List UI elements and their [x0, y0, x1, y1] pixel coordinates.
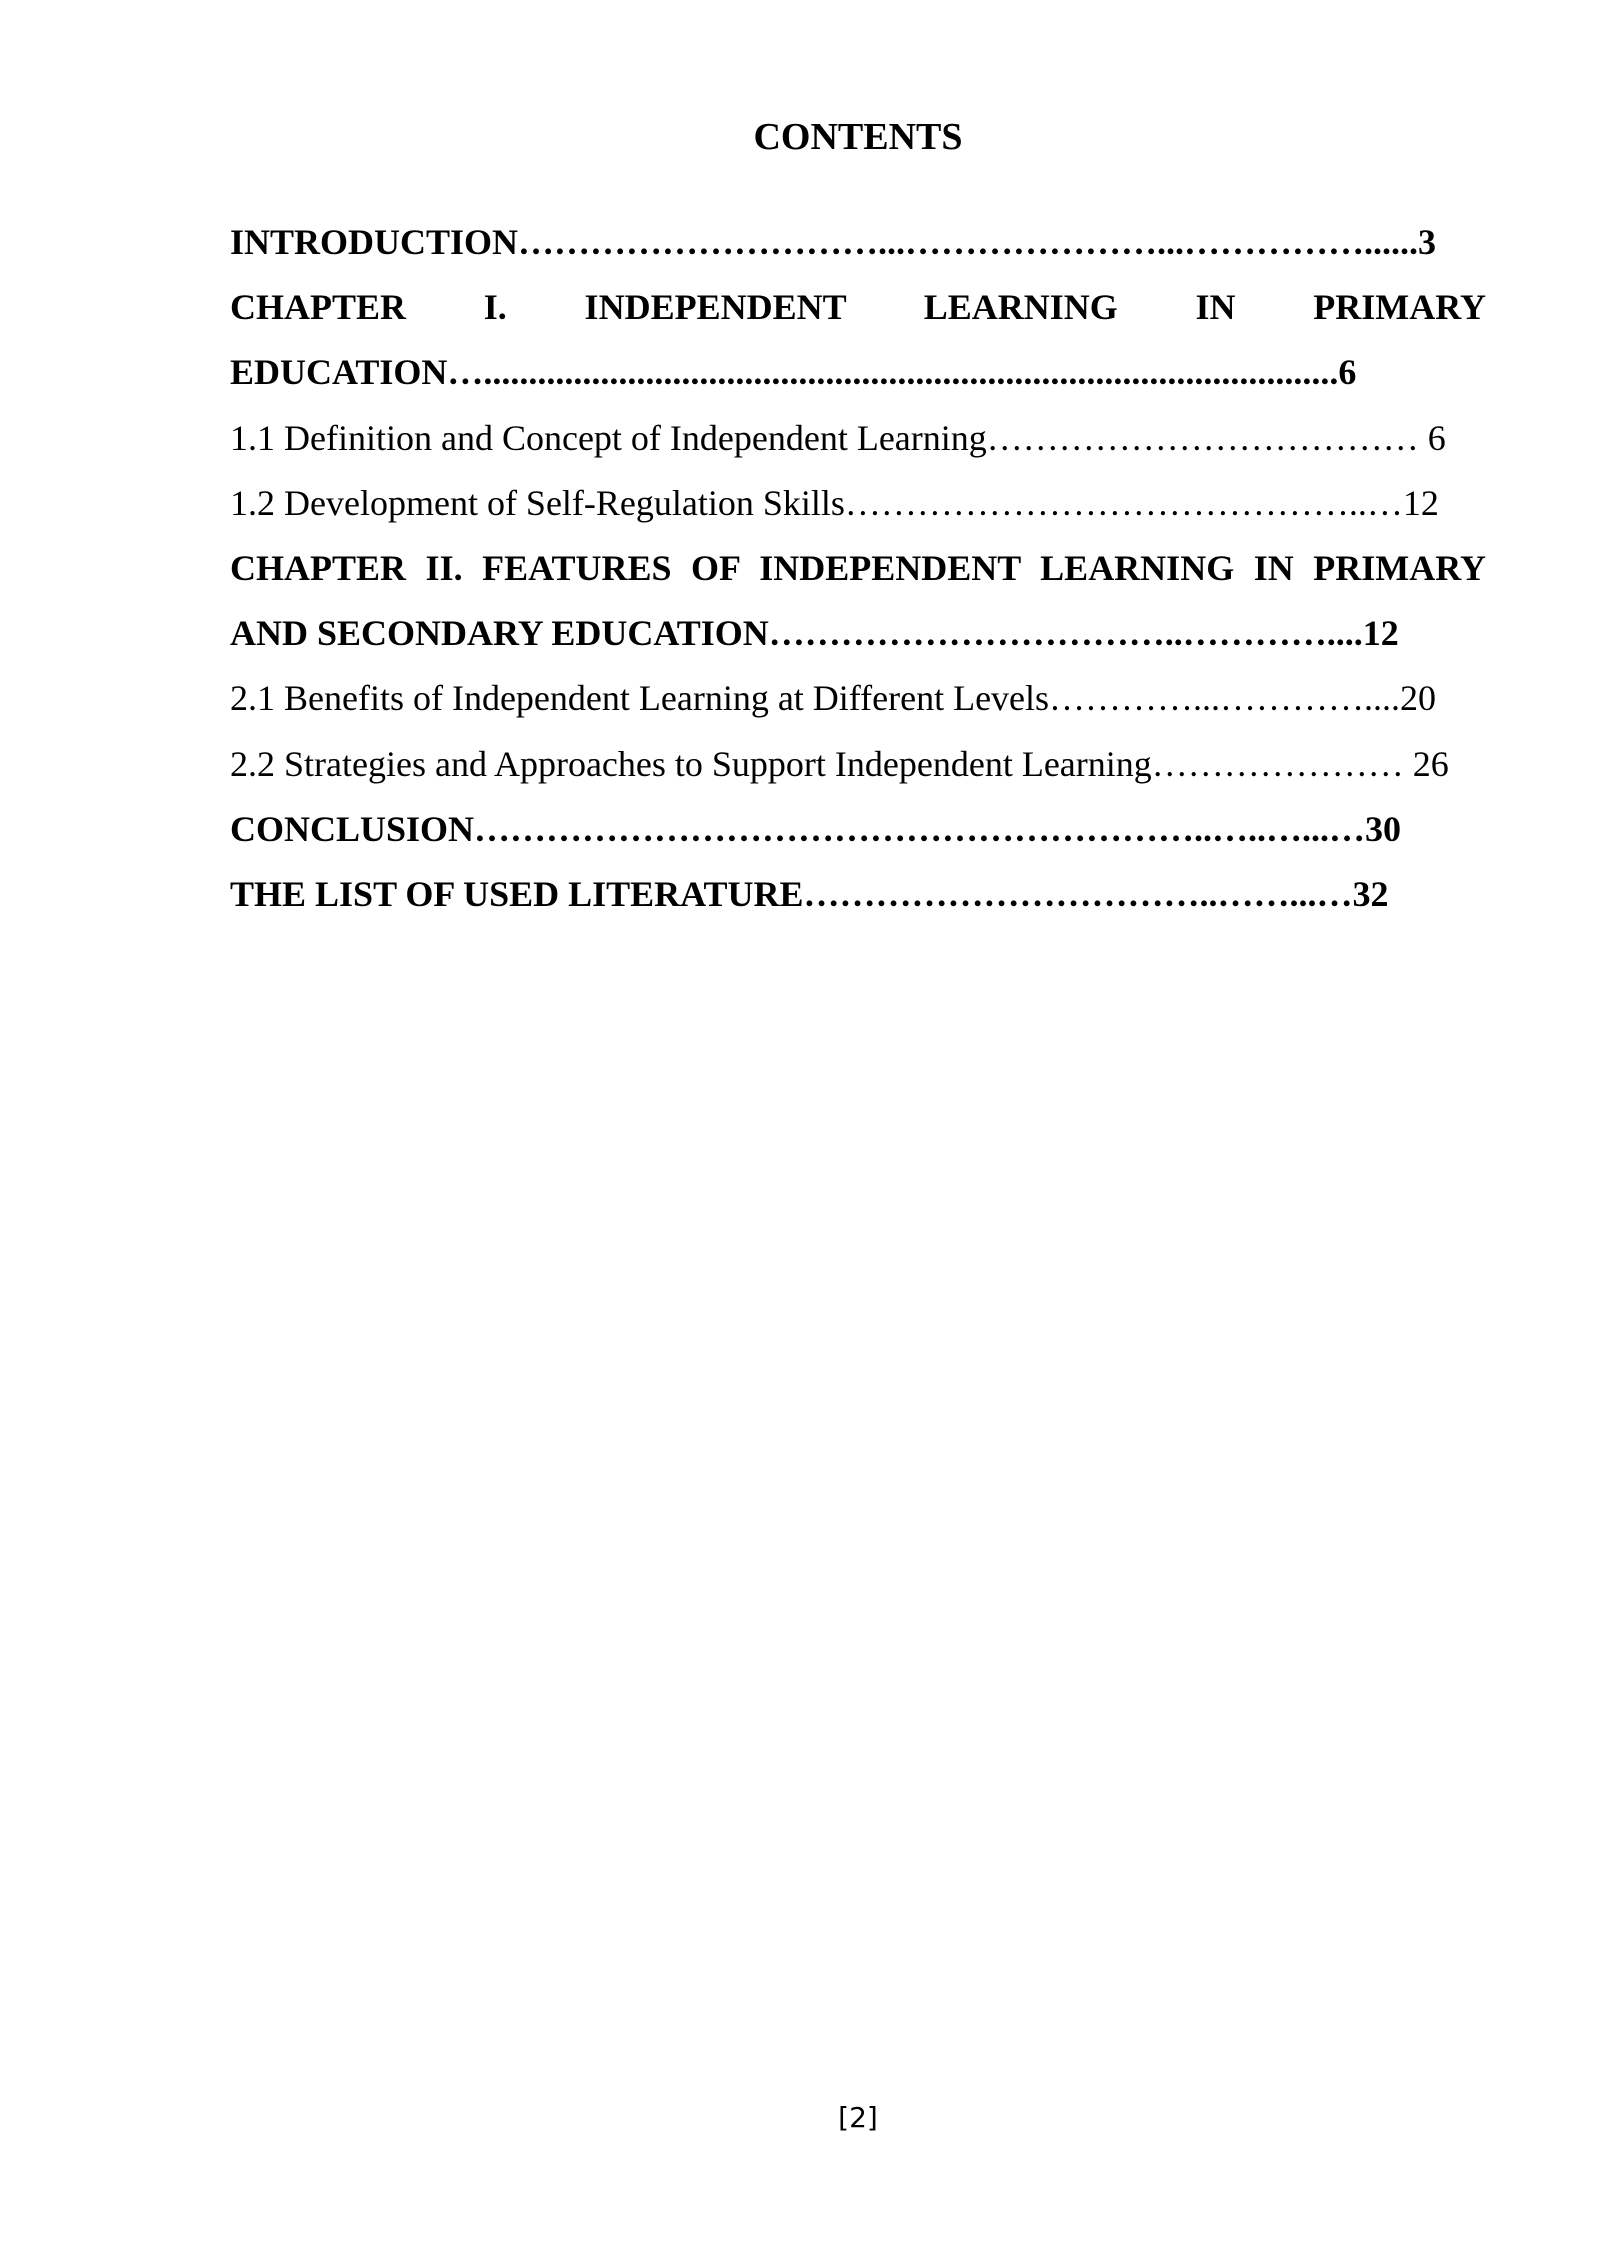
toc-entry-conclusion: CONCLUSION……………………………………………………..…..…...…30: [230, 808, 1402, 849]
page-title: CONTENTS: [753, 116, 963, 158]
table-of-contents: [230, 210, 1486, 927]
toc-entry-section-2-1: 2.1 Benefits of Independent Learning at Different Levels…………...…………....20: [230, 678, 1437, 719]
toc-entry-section-1-2: 1.2 Development of Self-Regulation Skills……………………………………..…12: [230, 482, 1439, 523]
toc-entry-section-2-2: 2.2 Strategies and Approaches to Support Independent Learning………………… 26: [230, 743, 1449, 784]
toc-entry-chapter-2: CHAPTER II. FEATURES OF INDEPENDENT LEARNING IN PRIMARY AND SECONDARY EDUCATION……………………………..…………....12: [230, 548, 1486, 654]
toc-entry-literature: THE LIST OF USED LITERATURE……………………………..……...…32: [230, 874, 1389, 915]
page-number: [2]: [838, 2101, 878, 2134]
toc-entry-section-1-1: 1.1 Definition and Concept of Independent Learning……………………………… 6: [230, 417, 1446, 458]
toc-entry-chapter-1: CHAPTER I. INDEPENDENT LEARNING IN PRIMARY EDUCATION…...............................................................................................6: [230, 287, 1486, 393]
toc-entry-introduction: INTRODUCTION…………………………...…………………...……………......3: [230, 222, 1437, 262]
